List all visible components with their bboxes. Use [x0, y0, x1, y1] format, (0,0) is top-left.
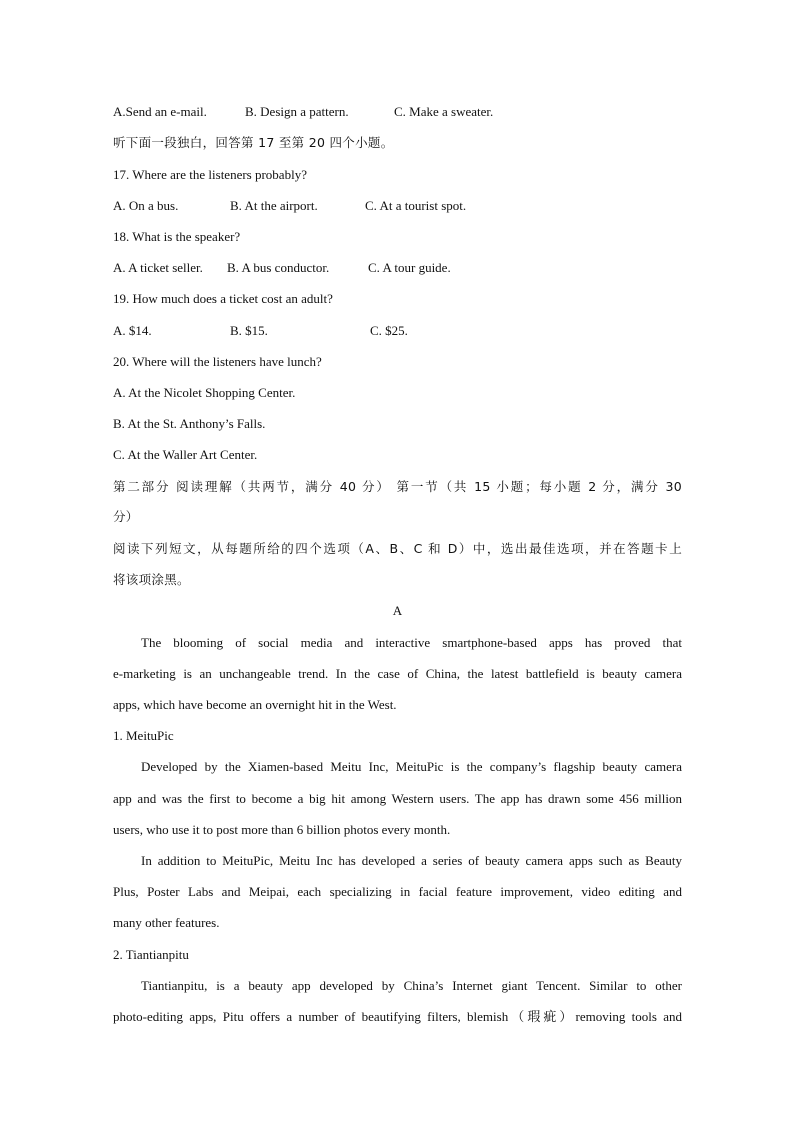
q16-option-a: A.Send an e-mail.: [113, 104, 207, 119]
section1-p1-line-2: app and was the first to become a big hit among Western users. The app has drawn some 456 million: [113, 791, 682, 806]
section2-title: 2. Tiantianpitu: [113, 947, 189, 962]
q18-option-c: C. A tour guide.: [368, 260, 451, 275]
intro-line-3: apps, which have become an overnight hit in the West.: [113, 697, 397, 712]
q17-option-b: B. At the airport.: [230, 198, 318, 213]
section2-p1-line-1: Tiantianpitu, is a beauty app developed by China’s Internet giant Tencent. Similar to other: [141, 978, 682, 993]
q16-options-row: [113, 102, 683, 122]
part2-heading-line1: 第二部分 阅读理解（共两节，满分 40 分） 第一节（共 15 小题；每小题 2 分，满分 30: [113, 479, 682, 494]
q18-question: 18. What is the speaker?: [113, 229, 241, 244]
intro-line-1: The blooming of social media and interactive smartphone-based apps has proved that: [141, 635, 682, 650]
q17-option-a: A. On a bus.: [113, 198, 179, 213]
q19-option-b: B. $15.: [230, 323, 268, 338]
part2-heading-line2: 分）: [113, 509, 139, 524]
q18-option-b: B. A bus conductor.: [227, 260, 330, 275]
q17-option-c: C. At a tourist spot.: [365, 198, 467, 213]
q20-option-b: B. At the St. Anthony’s Falls.: [113, 416, 266, 431]
section-instruction: 听下面一段独白，回答第 17 至第 20 四个小题。: [113, 135, 394, 150]
q20-question: 20. Where will the listeners have lunch?: [113, 354, 322, 369]
q19-question: 19. How much does a ticket cost an adult?: [113, 291, 333, 306]
q18-option-a: A. A ticket seller.: [113, 260, 203, 275]
section1-p2-line-1: In addition to MeituPic, Meitu Inc has developed a series of beauty camera apps such as Beauty: [141, 853, 682, 868]
q18-options-row: [113, 258, 683, 278]
q19-options-row: [113, 321, 683, 341]
q20-option-c: C. At the Waller Art Center.: [113, 447, 258, 462]
q16-option-c: C. Make a sweater.: [394, 104, 494, 119]
q19-option-a: A. $14.: [113, 323, 152, 338]
q20-option-a: A. At the Nicolet Shopping Center.: [113, 385, 296, 400]
section1-p1-line-3: users, who use it to post more than 6 billion photos every month.: [113, 822, 451, 837]
q17-question: 17. Where are the listeners probably?: [113, 167, 307, 182]
passage-label: A: [392, 603, 403, 618]
section2-p1-line-2: photo-editing apps, Pitu offers a number of beautifying filters, blemish（瑕疵）removing tools and: [113, 1009, 682, 1024]
q17-options-row: [113, 196, 683, 216]
section1-p1-line-1: Developed by the Xiamen-based Meitu Inc, MeituPic is the company’s flagship beauty camera: [141, 759, 682, 774]
part2-instruction-line1: 阅读下列短文，从每题所给的四个选项（A、B、C 和 D）中，选出最佳选项，并在答题卡上: [113, 541, 682, 556]
q19-option-c: C. $25.: [370, 323, 408, 338]
part2-instruction-line2: 将该项涂黑。: [113, 572, 190, 587]
section1-p2-line-3: many other features.: [113, 915, 220, 930]
q16-option-b: B. Design a pattern.: [245, 104, 349, 119]
section1-title: 1. MeituPic: [113, 728, 174, 743]
section1-p2-line-2: Plus, Poster Labs and Meipai, each specializing in facial feature improvement, video editing and: [113, 884, 682, 899]
intro-line-2: e-marketing is an unchangeable trend. In the case of China, the latest battlefield is beauty camera: [113, 666, 682, 681]
